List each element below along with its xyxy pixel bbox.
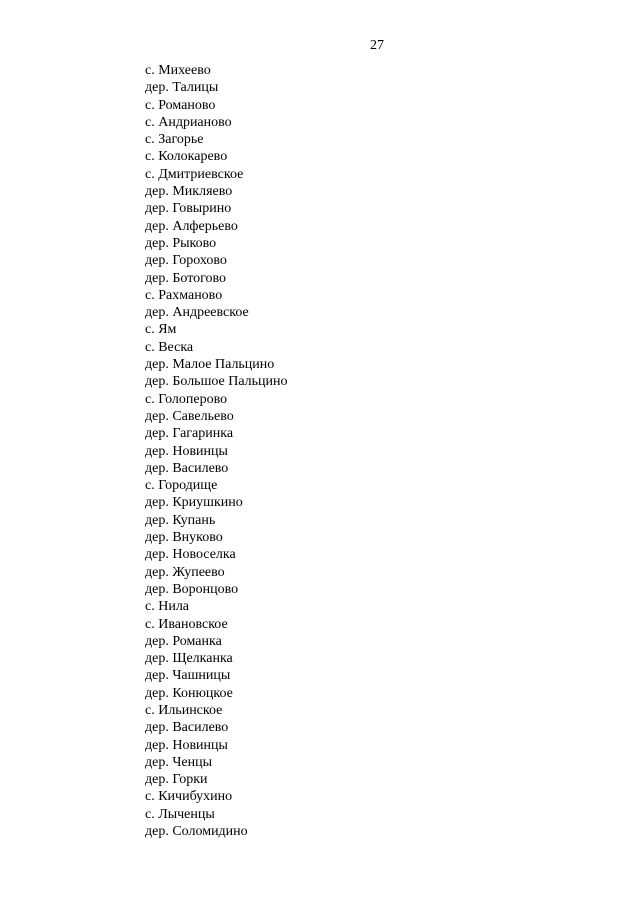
list-item: с. Кичибухино bbox=[145, 789, 233, 805]
list-item: дер. Василево bbox=[145, 460, 229, 476]
list-item: с. Ивановское bbox=[145, 616, 228, 632]
list-item: с. Рахманово bbox=[145, 287, 223, 303]
list-item: с. Городище bbox=[145, 478, 218, 494]
list-item: с. Нила bbox=[145, 599, 190, 615]
settlement-list bbox=[145, 62, 288, 840]
list-item: дер. Василево bbox=[145, 720, 229, 736]
list-item: с. Дмитриевское bbox=[145, 166, 244, 182]
list-item: дер. Алферьево bbox=[145, 218, 238, 234]
list-item: с. Михеево bbox=[145, 63, 211, 78]
list-item: дер. Новоселка bbox=[145, 547, 236, 563]
list-item: дер. Рыково bbox=[145, 235, 217, 251]
list-item: дер. Малое Пальцино bbox=[145, 357, 275, 373]
list-item: дер. Горохово bbox=[145, 253, 227, 269]
list-item: с. Голоперово bbox=[145, 391, 228, 407]
list-item: с. Ям bbox=[145, 322, 177, 338]
list-item: дер. Говырино bbox=[145, 201, 232, 217]
list-item: дер. Конюцкое bbox=[145, 685, 233, 701]
list-item: с. Веска bbox=[145, 339, 194, 355]
list-item: с. Колокарево bbox=[145, 149, 228, 165]
list-item: дер. Купань bbox=[145, 512, 216, 528]
list-item: дер. Жупеево bbox=[145, 564, 225, 580]
list-item: дер. Романка bbox=[145, 633, 222, 649]
list-item: дер. Большое Пальцино bbox=[145, 374, 288, 390]
list-item: с. Ильинское bbox=[145, 702, 223, 718]
list-item: дер. Горки bbox=[145, 772, 208, 788]
list-item: дер. Щелканка bbox=[145, 651, 233, 667]
list-item: дер. Соломидино bbox=[145, 824, 248, 840]
list-item: с. Романово bbox=[145, 97, 216, 113]
list-item: дер. Савельево bbox=[145, 408, 234, 424]
page-number: 27 bbox=[370, 38, 384, 53]
list-item: дер. Новинцы bbox=[145, 737, 228, 753]
list-item: дер. Микляево bbox=[145, 184, 233, 200]
list-item: дер. Криушкино bbox=[145, 495, 243, 511]
list-item: с. Лыченцы bbox=[145, 806, 215, 822]
list-item: дер. Ченцы bbox=[145, 754, 213, 770]
list-item: дер. Новинцы bbox=[145, 443, 228, 459]
list-item: дер. Гагаринка bbox=[145, 426, 234, 442]
list-item: дер. Талицы bbox=[145, 80, 219, 96]
list-item: дер. Воронцово bbox=[145, 581, 239, 597]
list-item: дер. Чашницы bbox=[145, 668, 231, 684]
list-item: с. Загорье bbox=[145, 132, 204, 148]
list-item: дер. Внуково bbox=[145, 530, 223, 546]
list-item: с. Андрианово bbox=[145, 114, 232, 130]
list-item: дер. Ботогово bbox=[145, 270, 227, 286]
list-item: дер. Андреевское bbox=[145, 305, 249, 321]
